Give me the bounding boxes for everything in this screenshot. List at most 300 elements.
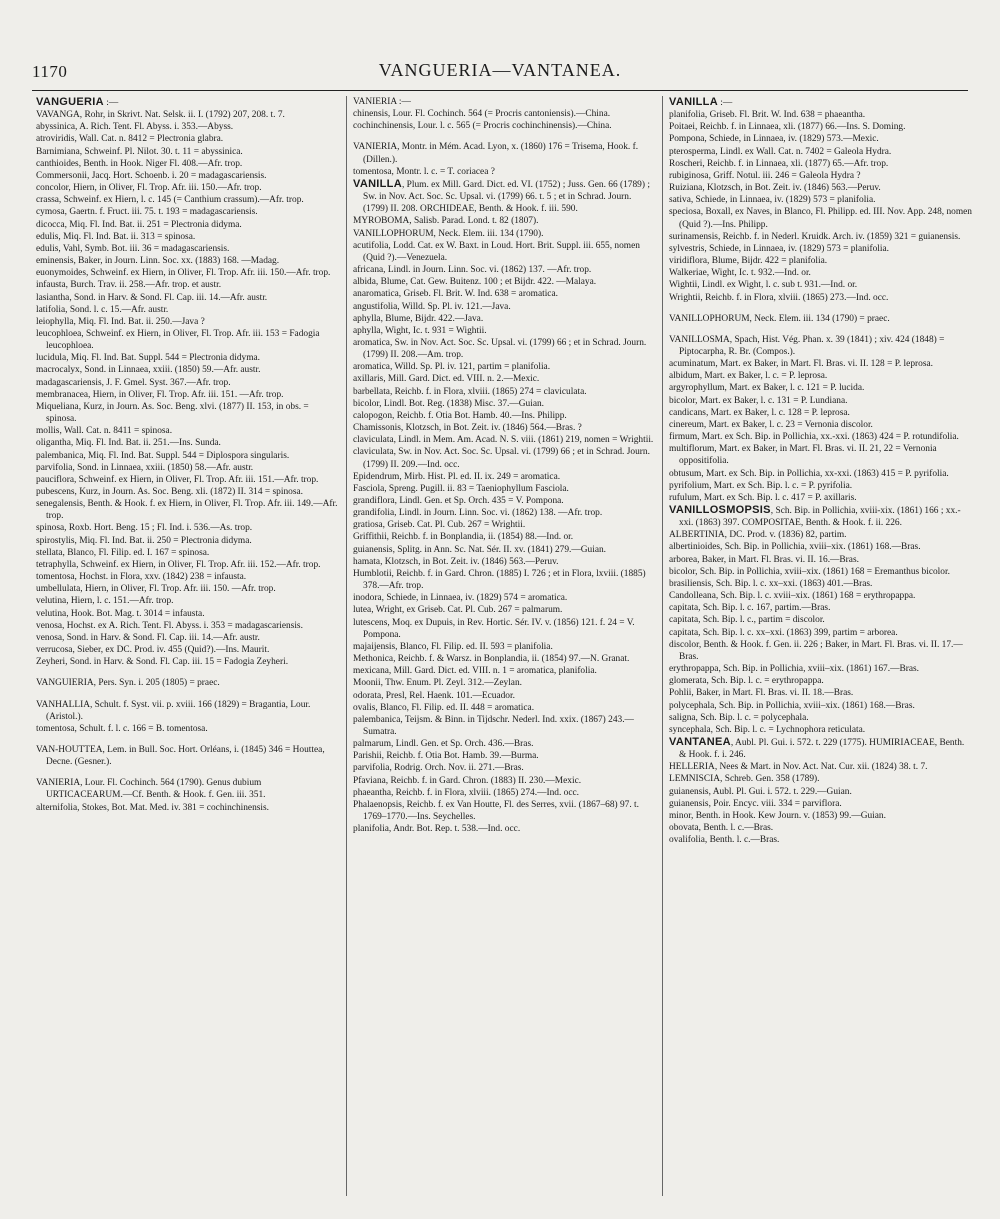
entry-text: firmum, Mart. ex Sch. Bip. in Pollichia, xx.-xxi. (1863) 424 = P. rotundifolia.	[669, 432, 959, 443]
index-entry	[669, 255, 972, 267]
entry-text: gratiosa, Griseb. Cat. Pl. Cub. 267 = Wrightii.	[353, 520, 526, 531]
entry-text: brasiliensis, Sch. Bip. l. c. xx–xxi. (1863) 401.—Bras.	[669, 578, 873, 589]
entry-text: acuminatum, Mart. ex Baker, in Mart. Fl. Bras. vi. II. 128 = P. leprosa.	[669, 359, 933, 370]
entry-text: ovalifolia, Benth. l. c.—Bras.	[669, 835, 780, 846]
index-entry	[353, 301, 656, 313]
index-entry	[669, 492, 972, 504]
entry-text: parvifolia, Sond. in Linnaea, xxiii. (1850) 58.—Afr. austr.	[36, 462, 254, 473]
index-entry	[669, 602, 972, 614]
index-entry	[353, 120, 656, 132]
entry-text: Phalaenopsis, Reichb. f. ex Van Houtte, Fl. des Serres, xvii. (1867–68) 97. t. 1769–1770.—Ins. Seychelles.	[353, 799, 639, 823]
index-entry	[353, 422, 656, 434]
index-entry	[353, 228, 656, 240]
index-entry	[669, 761, 972, 773]
entry-text: edulis, Vahl, Symb. Bot. iii. 36 = madagascariensis.	[36, 243, 230, 254]
index-entry	[669, 687, 972, 699]
index-entry	[36, 219, 340, 231]
entry-text: madagascariensis, J. F. Gmel. Syst. 367.—Afr. trop.	[36, 377, 231, 388]
entry-text: albidum, Mart. ex Baker, l. c. = P. leprosa.	[669, 371, 828, 382]
entry-text: grandifolia, Lindl. in Journ. Linn. Soc. vi. (1862) 138. —Afr. trop.	[353, 508, 603, 519]
index-entry	[669, 206, 972, 230]
entry-text: mexicana, Mill. Gard. Dict. ed. VIII. n. 1 = aromatica, planifolia.	[353, 666, 597, 677]
index-entry	[669, 529, 972, 541]
entry-text: aromatica, Sw. in Nov. Act. Soc. Sc. Upsal. vi. (1799) 66 ; et in Schrad. Journ. (1799) II. 208.—Am. trop.	[353, 337, 647, 361]
index-entry	[669, 786, 972, 798]
index-entry	[669, 109, 972, 121]
entry-text: atroviridis, Wall. Cat. n. 8412 = Plectronia glabra.	[36, 134, 224, 145]
index-entry	[353, 617, 656, 641]
entry-text: africana, Lindl. in Journ. Linn. Soc. vi. (1862) 137. —Afr. trop.	[353, 265, 592, 276]
index-entry	[669, 566, 972, 578]
index-entry	[669, 370, 972, 382]
index-entry	[36, 474, 340, 486]
index-entry	[36, 437, 340, 449]
index-entry	[669, 443, 972, 467]
entry-text: rufulum, Mart. ex Sch. Bip. l. c. 417 = P. axillaris.	[669, 492, 857, 503]
entry-text: latifolia, Sond. l. c. 15.—Afr. austr.	[36, 304, 169, 315]
index-entry	[353, 240, 656, 264]
entry-text: planifolia, Andr. Bot. Rep. t. 538.—Ind. occ.	[353, 824, 521, 835]
entry-text: pyrifolium, Mart. ex Sch. Bip. l. c. = P. pyrifolia.	[669, 480, 853, 491]
entry-text: tomentosa, Schult. f. l. c. 166 = B. tomentosa.	[36, 723, 208, 734]
entry-text: Miqueliana, Kurz, in Journ. As. Soc. Beng. xlvi. (1877) II. 153, in obs. = spinosa.	[36, 401, 309, 425]
index-entry	[36, 133, 340, 145]
entry-text: umbellulata, Hiern, in Oliver, Fl. Trop. Afr. iii. 150. —Afr. trop.	[36, 584, 276, 595]
index-entry	[36, 571, 340, 583]
entry-text: lutea, Wright, ex Griseb. Cat. Pl. Cub. 267 = palmarum.	[353, 605, 563, 616]
entry-text: palmarum, Lindl. Gen. et Sp. Orch. 436.—Bras.	[353, 739, 534, 750]
index-entry	[36, 535, 340, 547]
entry-text: VAVANGA, Rohr, in Skrivt. Nat. Selsk. ii. I. (1792) 207, 208. t. 7.	[36, 110, 285, 121]
entry-text: venosa, Hochst. ex A. Rich. Tent. Fl. Abyss. i. 353 = madagascariensis.	[36, 620, 303, 631]
index-entry	[36, 279, 340, 291]
entry-text: Epidendrum, Mirb. Hist. Pl. ed. II. ix. 249 = aromatica.	[353, 471, 561, 482]
index-entry	[353, 410, 656, 422]
entry-text: lutescens, Moq. ex Dupuis, in Rev. Hortic. Sér. IV. v. (1856) 121. f. 24 = V. Pompona.	[353, 617, 635, 640]
index-entry	[353, 653, 656, 665]
index-entry	[669, 194, 972, 206]
entry-text: viridiflora, Blume, Bijdr. 422 = planifolia.	[669, 256, 828, 267]
index-entry	[669, 121, 972, 133]
genus-heading	[353, 178, 656, 215]
entry-text: axillaris, Mill. Gard. Dict. ed. VIII. n. 2.—Mexic.	[353, 374, 540, 385]
entry-text: Ruiziana, Klotzsch, in Bot. Zeit. iv. (1846) 563.—Peruv.	[669, 183, 881, 194]
index-entry	[353, 373, 656, 385]
entry-text: obtusum, Mart. ex Sch. Bip. in Pollichia, xx-xxi. (1863) 415 = P. pyrifolia.	[669, 468, 949, 479]
entry-text: eminensis, Baker, in Journ. Linn. Soc. xx. (1883) 168. —Madag.	[36, 256, 280, 267]
index-entry	[669, 627, 972, 639]
index-entry	[669, 419, 972, 431]
entry-text: albertinioides, Sch. Bip. in Pollichia, xviii–xix. (1861) 168.—Bras.	[669, 542, 921, 553]
column-right	[662, 96, 978, 1196]
index-entry	[36, 632, 340, 644]
index-entry	[36, 292, 340, 304]
index-entry	[353, 531, 656, 543]
entry-text: Barnimiana, Schweinf. Pl. Nilot. 30. t. 11 = abyssinica.	[36, 146, 243, 157]
entry-text: cochinchinensis, Lour. l. c. 565 (= Procris cochinchinensis).—China.	[353, 121, 612, 132]
index-entry	[353, 264, 656, 276]
entry-text: senegalensis, Benth. & Hook. f. ex Hiern, in Oliver, Fl. Trop. Afr. iii. 149.—Afr. trop.	[36, 499, 338, 522]
entry-text: Parishii, Reichb. f. Otia Bot. Hamb. 39.—Burma.	[353, 751, 539, 762]
index-entry	[669, 480, 972, 492]
index-entry	[353, 750, 656, 762]
entry-text: surinamensis, Reichb. f. in Nederl. Kruidk. Arch. iv. (1859) 321 = guianensis.	[669, 231, 961, 242]
index-entry	[36, 462, 340, 474]
entry-text: bicolor, Mart. ex Baker, l. c. 131 = P. Lundiana.	[669, 395, 848, 406]
entry-text: discolor, Benth. & Hook. f. Gen. ii. 226 ; Baker, in Mart. Fl. Bras. vi. II. 17.—Bras.	[669, 639, 963, 662]
index-entry	[36, 486, 340, 498]
index-entry	[353, 568, 656, 592]
index-entry	[669, 578, 972, 590]
index-entry	[353, 96, 656, 108]
index-entry	[669, 267, 972, 279]
index-entry	[36, 498, 340, 522]
index-entry	[353, 556, 656, 568]
index-entry	[353, 519, 656, 531]
index-entry	[669, 554, 972, 566]
index-entry	[36, 304, 340, 316]
index-entry	[36, 559, 340, 571]
index-entry	[669, 639, 972, 663]
index-entry	[36, 401, 340, 425]
entry-text: cinereum, Mart. ex Baker, l. c. 23 = Vernonia discolor.	[669, 419, 873, 430]
entry-text: VAN-HOUTTEA, Lem. in Bull. Soc. Hort. Orléans, i. (1845) 346 = Houttea, Decne. (Gesner.).	[36, 744, 325, 768]
index-entry	[669, 313, 972, 325]
entry-text: :—	[717, 98, 733, 108]
entry-text: minor, Benth. in Hook. Kew Journ. v. (1853) 99.—Guian.	[669, 810, 886, 821]
index-entry	[353, 398, 656, 410]
entry-text: Methonica, Reichb. f. & Warsz. in Bonplandia, ii. (1854) 97.—N. Granat.	[353, 654, 630, 665]
entry-text: bicolor, Lindl. Bot. Reg. (1838) Misc. 37.—Guian.	[353, 398, 545, 409]
entry-text: velutina, Hiern, l. c. 151.—Afr. trop.	[36, 596, 174, 607]
entry-text: Moonii, Thw. Enum. Pl. Zeyl. 312.—Zeylan.	[353, 678, 522, 689]
entry-text: guianensis, Splitg. in Ann. Sc. Nat. Sér. II. xv. (1841) 279.—Guian.	[353, 544, 607, 555]
entry-text: Walkeriae, Wight, Ic. t. 932.—Ind. or.	[669, 268, 811, 279]
entry-text: membranacea, Hiern, in Oliver, Fl. Trop. Afr. iii. 151. —Afr. trop.	[36, 389, 284, 400]
entry-text: multiflorum, Mart. ex Baker, in Mart. Fl. Bras. vi. II. 21, 22 = Vernonia oppositifolia.	[669, 444, 937, 467]
entry-text: VANIERIA :—	[353, 97, 411, 107]
index-entry	[669, 822, 972, 834]
entry-text: Pohlii, Baker, in Mart. Fl. Bras. vi. II. 18.—Bras.	[669, 688, 854, 699]
index-entry	[669, 700, 972, 712]
entry-text: canthioides, Benth. in Hook. Niger Fl. 408.—Afr. trop.	[36, 158, 243, 169]
genus-name: VANGUERIA	[36, 96, 104, 108]
entry-text: aromatica, Willd. Sp. Pl. iv. 121, partim = planifolia.	[353, 362, 551, 373]
entry-text: ALBERTINIA, DC. Prod. v. (1836) 82, partim.	[669, 530, 847, 541]
index-entry	[36, 121, 340, 133]
entry-text: euonymoides, Schweinf. ex Hiern, in Oliver, Fl. Trop. Afr. iii. 150.—Afr. trop.	[36, 268, 331, 279]
index-entry	[669, 170, 972, 182]
header-rule	[32, 90, 968, 91]
entry-text: lasiantha, Sond. in Harv. & Sond. Fl. Cap. iii. 14.—Afr. austr.	[36, 292, 268, 303]
entry-text: :—	[103, 98, 119, 108]
genus-name: VANILLA	[669, 96, 718, 108]
entry-text: speciosa, Boxall, ex Naves, in Blanco, Fl. Philipp. ed. III. Nov. App. 248, nomen (Quid ?).—Ins. Philipp.	[669, 207, 972, 230]
index-entry	[36, 522, 340, 534]
index-entry	[353, 738, 656, 750]
entry-text: ovalis, Blanco, Fl. Filip. ed. II. 448 = aromatica.	[353, 702, 535, 713]
entry-text: , Plum. ex Mill. Gard. Dict. ed. VI. (1752) ; Juss. Gen. 66 (1789) ; Sw. in Nov. Act. Soc. Sc. Upsal. vi. (1799) 66. t. 5 ; et in Schrad. Journ. (1799) II. 208. ORCHIDEAE, Benth. & Hook. f. iii. 590.	[363, 179, 650, 215]
index-entry	[669, 395, 972, 407]
index-entry	[36, 450, 340, 462]
index-entry	[36, 109, 340, 121]
entry-text: Poitaei, Reichb. f. in Linnaea, xli. (1877) 66.—Ins. S. Doming.	[669, 122, 906, 133]
column-middle	[346, 96, 662, 1196]
index-entry	[669, 810, 972, 822]
index-entry	[36, 802, 340, 814]
entry-text: majaijensis, Blanco, Fl. Filip. ed. II. 593 = planifolia.	[353, 641, 553, 652]
index-entry	[669, 133, 972, 145]
index-entry	[353, 166, 656, 178]
index-entry	[353, 665, 656, 677]
entry-text: capitata, Sch. Bip. l. c. xx–xxi. (1863) 399, partim = arborea.	[669, 627, 898, 638]
index-entry	[36, 194, 340, 206]
entry-text: Commersonii, Jacq. Hort. Schoenb. i. 20 = madagascariensis.	[36, 170, 267, 181]
entry-text: spirostylis, Miq. Fl. Ind. Bat. ii. 250 = Plectronia didyma.	[36, 535, 252, 546]
entry-text: guianensis, Poir. Encyc. viii. 334 = parviflora.	[669, 798, 842, 809]
index-entry	[36, 723, 340, 735]
genus-heading	[36, 96, 340, 109]
index-entry	[36, 267, 340, 279]
index-entry	[353, 434, 656, 446]
index-entry	[353, 775, 656, 787]
index-entry	[36, 206, 340, 218]
index-entry	[36, 170, 340, 182]
index-entry	[36, 425, 340, 437]
index-entry	[669, 358, 972, 370]
entry-text: VANILLOPHORUM, Neck. Elem. iii. 134 (1790).	[353, 228, 544, 239]
entry-text: VANIERIA, Montr. in Mém. Acad. Lyon, x. (1860) 176 = Trisema, Hook. f. (Dillen.).	[353, 142, 639, 165]
entry-text: erythropappa, Sch. Bip. in Pollichia, xviii–xix. (1861) 167.—Bras.	[669, 664, 919, 675]
running-title: VANGUERIA—VANTANEA.	[378, 60, 622, 80]
entry-text: oligantha, Miq. Fl. Ind. Bat. ii. 251.—Ins. Sunda.	[36, 438, 221, 449]
index-entry	[669, 590, 972, 602]
entry-text: rubiginosa, Griff. Notul. iii. 246 = Galeola Hydra ?	[669, 170, 861, 181]
entry-text: tomentosa, Hochst. in Flora, xxv. (1842) 238 = infausta.	[36, 572, 247, 583]
entry-text: Pompona, Schiede, in Linnaea, iv. (1829) 573.—Mexic.	[669, 134, 879, 145]
index-entry	[353, 361, 656, 373]
entry-text: tomentosa, Montr. l. c. = T. coriacea ?	[353, 166, 495, 177]
index-entry	[36, 182, 340, 194]
index-entry	[353, 471, 656, 483]
index-entry	[353, 446, 656, 470]
index-entry	[36, 583, 340, 595]
entry-text: crassa, Schweinf. ex Hiern, l. c. 145 (= Canthium crassum).—Afr. trop.	[36, 195, 304, 206]
index-entry	[353, 288, 656, 300]
entry-text: Wrightii, Reichb. f. in Flora, xlviii. (1865) 273.—Ind. occ.	[669, 292, 889, 303]
entry-text: verrucosa, Sieber, ex DC. Prod. iv. 455 (Quid?).—Ins. Maurit.	[36, 645, 270, 656]
index-entry	[353, 544, 656, 556]
index-entry	[353, 714, 656, 738]
entry-text: palembanica, Teijsm. & Binn. in Tijdschr. Nederl. Ind. xxix. (1867) 243.—Sumatra.	[353, 714, 634, 737]
index-entry	[669, 243, 972, 255]
entry-text: capitata, Sch. Bip. l. c. 167, partim.—Bras.	[669, 603, 831, 614]
entry-text: VANIERIA, Lour. Fl. Cochinch. 564 (1790). Genus dubium URTICACEARUM.—Cf. Benth. & Hook. f. Gen. iii. 351.	[36, 778, 266, 801]
index-entry	[669, 279, 972, 291]
entry-text: leiophylla, Miq. Fl. Ind. Bat. ii. 250.—Java ?	[36, 316, 205, 327]
entry-text: parvifolia, Rodrig. Orch. Nov. ii. 271.—Bras.	[353, 763, 524, 774]
entry-text: VANHALLIA, Schult. f. Syst. vii. p. xviii. 166 (1829) = Bragantia, Lour. (Aristol.).	[36, 699, 311, 722]
index-entry	[669, 407, 972, 419]
entry-text: barbellata, Reichb. f. in Flora, xlviii. (1865) 274 = claviculata.	[353, 386, 587, 397]
entry-text: VANILLOSMA, Spach, Hist. Vég. Phan. x. 39 (1841) ; xiv. 424 (1848) = Piptocarpha, R. Br. (Compos.).	[669, 334, 945, 357]
index-entry	[669, 231, 972, 243]
index-entry	[36, 231, 340, 243]
index-entry	[669, 182, 972, 194]
entry-text: albida, Blume, Cat. Gew. Buitenz. 100 ; et Bijdr. 422. —Malaya.	[353, 277, 597, 288]
index-entry	[353, 108, 656, 120]
entry-text: Roscheri, Reichb. f. in Linnaea, xli. (1877) 65.—Afr. trop.	[669, 158, 889, 169]
entry-text: odorata, Presl, Rel. Haenk. 101.—Ecuador.	[353, 690, 515, 701]
index-entry	[353, 762, 656, 774]
entry-text: abyssinica, A. Rich. Tent. Fl. Abyss. i. 353.—Abyss.	[36, 122, 234, 133]
entry-text: LEMNISCIA, Schreb. Gen. 358 (1789).	[669, 774, 820, 785]
index-entry	[353, 495, 656, 507]
entry-text: cymosa, Gaertn. f. Fruct. iii. 75. t. 193 = madagascariensis.	[36, 207, 258, 218]
index-entry	[36, 364, 340, 376]
index-entry	[669, 158, 972, 170]
index-entry	[353, 787, 656, 799]
index-entry	[669, 468, 972, 480]
entry-text: obovata, Benth. l. c.—Bras.	[669, 823, 774, 834]
genus-name: VANTANEA	[669, 735, 731, 748]
entry-text: edulis, Miq. Fl. Ind. Bat. ii. 313 = spinosa.	[36, 231, 196, 242]
entry-text: MYROBOMA, Salisb. Parad. Lond. t. 82 (1807).	[353, 216, 539, 227]
index-entry	[669, 712, 972, 724]
index-entry	[36, 377, 340, 389]
entry-text: angustifolia, Willd. Sp. Pl. iv. 121.—Java.	[353, 301, 511, 312]
entry-text: bicolor, Sch. Bip. in Pollichia, xviii–xix. (1861) 168 = Eremanthus bicolor.	[669, 566, 950, 577]
index-entry	[36, 644, 340, 656]
index-entry	[669, 431, 972, 443]
index-columns	[30, 96, 980, 1196]
entry-text: inodora, Schiede, in Linnaea, iv. (1829) 574 = aromatica.	[353, 593, 568, 604]
entry-text: chinensis, Lour. Fl. Cochinch. 564 (= Procris cantoniensis).—China.	[353, 109, 611, 120]
entry-text: hamata, Klotzsch, in Bot. Zeit. iv. (1846) 563.—Peruv.	[353, 556, 559, 567]
entry-text: sylvestris, Schiede, in Linnaea, iv. (1829) 573 = planifolia.	[669, 243, 889, 254]
entry-text: VANILLOPHORUM, Neck. Elem. iii. 134 (1790) = praec.	[669, 313, 890, 324]
index-entry	[353, 799, 656, 823]
entry-text: Wightii, Lindl. ex Wight, l. c. sub t. 931.—Ind. or.	[669, 280, 858, 291]
index-entry	[36, 316, 340, 328]
entry-text: acutifolia, Lodd. Cat. ex W. Baxt. in Loud. Hort. Brit. Suppl. iii. 655, nomen (Quid ?).—Venezuela.	[353, 240, 640, 263]
index-entry	[353, 592, 656, 604]
entry-text: saligna, Sch. Bip. l. c. = polycephala.	[669, 712, 809, 723]
column-left	[30, 96, 346, 1196]
index-entry	[36, 595, 340, 607]
index-entry	[669, 382, 972, 394]
index-entry	[36, 547, 340, 559]
index-entry	[353, 141, 656, 165]
entry-text: polycephala, Sch. Bip. in Pollichia, xviii–xix. (1861) 168.—Bras.	[669, 700, 915, 711]
entry-text: anaromatica, Griseb. Fl. Brit. W. Ind. 638 = aromatica.	[353, 289, 558, 300]
entry-text: candicans, Mart. ex Baker, l. c. 128 = P. leprosa.	[669, 407, 850, 418]
index-entry	[669, 798, 972, 810]
index-entry	[353, 337, 656, 361]
index-entry	[36, 243, 340, 255]
genus-name: VANILLA	[353, 177, 402, 190]
entry-text: tetraphylla, Schweinf. ex Hiern, in Oliver, Fl. Trop. Afr. iii. 152.—Afr. trop.	[36, 559, 321, 570]
entry-text: infausta, Burch. Trav. ii. 258.—Afr. trop. et austr.	[36, 280, 222, 291]
index-entry	[353, 215, 656, 227]
index-entry	[36, 328, 340, 352]
index-entry	[36, 352, 340, 364]
entry-text: , Aubl. Pl. Gui. i. 572. t. 229 (1775). HUMIRIACEAE, Benth. & Hook. f. i. 246.	[679, 737, 965, 761]
entry-text: palembanica, Miq. Fl. Ind. Bat. Suppl. 544 = Diplospora singularis.	[36, 450, 290, 461]
entry-text: arborea, Baker, in Mart. Fl. Bras. vi. II. 16.—Bras.	[669, 554, 859, 565]
entry-text: Chamissonis, Klotzsch, in Bot. Zeit. iv. (1846) 564.—Bras. ?	[353, 423, 582, 434]
entry-text: macrocalyx, Sond. in Linnaea, xxiii. (1850) 59.—Afr. austr.	[36, 365, 261, 376]
index-entry	[669, 146, 972, 158]
entry-text: syncephala, Sch. Bip. l. c. = Lychnophora reticulata.	[669, 724, 866, 735]
entry-text: velutina, Hook. Bot. Mag. t. 3014 = infausta.	[36, 608, 205, 619]
entry-text: VANGUIERIA, Pers. Syn. i. 205 (1805) = praec.	[36, 678, 220, 689]
index-entry	[669, 724, 972, 736]
genus-name: VANILLOSMOPSIS	[669, 504, 771, 516]
index-entry	[353, 641, 656, 653]
index-entry	[353, 823, 656, 835]
page-number: 1170	[32, 62, 68, 81]
entry-text: phaeantha, Reichb. f. in Flora, xlviii. (1865) 274.—Ind. occ.	[353, 787, 579, 798]
index-entry	[353, 677, 656, 689]
entry-text: Pfaviana, Reichb. f. in Gard. Chron. (1883) II. 230.—Mexic.	[353, 775, 582, 786]
entry-text: capitata, Sch. Bip. l. c., partim = discolor.	[669, 615, 825, 626]
entry-text: mollis, Wall. Cat. n. 8411 = spinosa.	[36, 426, 173, 437]
entry-text: spinosa, Roxb. Hort. Beng. 15 ; Fl. Ind. i. 536.—As. trop.	[36, 523, 253, 534]
entry-text: HELLERIA, Nees & Mart. in Nov. Act. Nat. Cur. xii. (1824) 38. t. 7.	[669, 762, 928, 773]
index-entry	[36, 146, 340, 158]
index-entry	[36, 389, 340, 401]
entry-text: claviculata, Lindl. in Mem. Am. Acad. N. S. viii. (1861) 219, nomen = Wrightii.	[353, 435, 654, 446]
index-entry	[353, 325, 656, 337]
entry-text: glomerata, Sch. Bip. l. c. = erythropappa.	[669, 676, 824, 687]
entry-text: Humblotii, Reichb. f. in Gard. Chron. (1885) I. 726 ; et in Flora, lxviii. (1885) 378.—Afr. trop.	[353, 568, 646, 592]
index-entry	[353, 386, 656, 398]
index-entry	[36, 255, 340, 267]
entry-text: , Sch. Bip. in Pollichia, xviii-xix. (1861) 166 ; xx.-xxi. (1863) 397. COMPOSITAE, Benth. & Hook. f. ii. 226.	[679, 506, 961, 529]
entry-text: alternifolia, Stokes, Bot. Mat. Med. iv. 381 = cochinchinensis.	[36, 802, 270, 813]
index-entry	[36, 656, 340, 668]
entry-text: aphylla, Blume, Bijdr. 422.—Java.	[353, 313, 484, 324]
genus-heading	[669, 736, 972, 761]
entry-text: grandiflora, Lindl. Gen. et Sp. Orch. 435 = V. Pompona.	[353, 496, 564, 506]
entry-text: claviculata, Sw. in Nov. Act. Soc. Sc. Upsal. vi. (1799) 66 ; et in Schrad. Journ. (1799) II. 209.—Ind. occ.	[353, 447, 650, 470]
entry-text: leucophloea, Schweinf. ex Hiern, in Oliver, Fl. Trop. Afr. iii. 153 = Fadogia leucophloea.	[36, 328, 320, 352]
entry-text: planifolia, Griseb. Fl. Brit. W. Ind. 638 = phaeantha.	[669, 110, 866, 121]
entry-text: pubescens, Kurz, in Journ. As. Soc. Beng. xli. (1872) II. 314 = spinosa.	[36, 487, 303, 497]
entry-text: Candolleana, Sch. Bip. l. c. xviii–xix. (1861) 168 = erythropappa.	[669, 591, 916, 602]
entry-text: guianensis, Aubl. Pl. Gui. i. 572. t. 229.—Guian.	[669, 786, 852, 797]
entry-text: concolor, Hiern, in Oliver, Fl. Trop. Afr. iii. 150.—Afr. trop.	[36, 183, 262, 194]
entry-text: lucidula, Miq. Fl. Ind. Bat. Suppl. 544 = Plectronia didyma.	[36, 353, 261, 364]
index-entry	[669, 614, 972, 626]
index-entry	[669, 292, 972, 304]
index-entry	[353, 276, 656, 288]
index-entry	[669, 675, 972, 687]
genus-heading	[669, 504, 972, 529]
entry-text: sativa, Schiede, in Linnaea, iv. (1829) 573 = planifolia.	[669, 195, 876, 206]
index-entry	[669, 663, 972, 675]
entry-text: argyrophyllum, Mart. ex Baker, l. c. 121 = P. lucida.	[669, 383, 865, 394]
index-entry	[353, 483, 656, 495]
index-entry	[36, 608, 340, 620]
index-entry	[36, 744, 340, 768]
index-entry	[669, 834, 972, 846]
index-entry	[353, 690, 656, 702]
entry-text: pauciflora, Schweinf. ex Hiern, in Oliver, Fl. Trop. Afr. iii. 151.—Afr. trop.	[36, 474, 319, 485]
entry-text: Fasciola, Spreng. Pugill. ii. 83 = Taeniophyllum Fasciola.	[353, 483, 569, 494]
index-entry	[36, 158, 340, 170]
